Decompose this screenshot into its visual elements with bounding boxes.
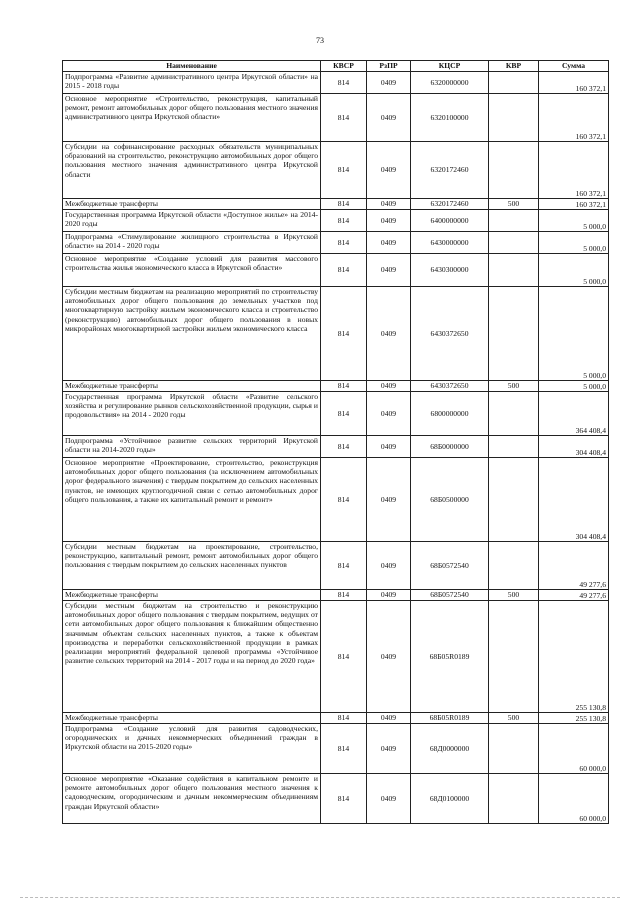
row-name-cell: Подпрограмма «Устойчивое развитие сельских территорий Иркутской области на 2014-2020 годы» <box>63 436 321 458</box>
row-rzpr-cell: 0409 <box>367 94 411 142</box>
row-rzpr-cell: 0409 <box>367 210 411 232</box>
row-kcsr-cell: 6400000000 <box>411 210 489 232</box>
row-kvsr-cell: 814 <box>321 590 367 601</box>
column-header-sum: Сумма <box>539 61 609 72</box>
row-name-cell: Основное мероприятие «Оказание содействия в капитальном ремонте и ремонте автомобильных дорог общего пользования местного значения к садоводческим, огородническим и дачным некоммерческим объединениям граждан Иркутской области» <box>63 774 321 824</box>
row-kvr-cell: 500 <box>489 381 539 392</box>
row-name-cell: Основное мероприятие «Строительство, реконструкция, капитальный ремонт, ремонт автомобильных дорог общего пользования местного значения административного центра Иркутской области» <box>63 94 321 142</box>
table-row <box>63 199 609 210</box>
row-sum-cell: 60 000,0 <box>539 724 609 774</box>
row-kvr-cell <box>489 458 539 542</box>
row-kvr-cell <box>489 142 539 199</box>
row-sum-cell: 364 408,4 <box>539 392 609 436</box>
row-name-cell: Субсидии на софинансирование расходных обязательств муниципальных образований на строительство, реконструкцию автомобильных дорог общего пользования местного значения административного центра Иркутской области <box>63 142 321 199</box>
table-row <box>63 254 609 287</box>
row-sum-cell: 255 130,8 <box>539 601 609 713</box>
row-sum-cell: 5 000,0 <box>539 210 609 232</box>
row-kvsr-cell: 814 <box>321 724 367 774</box>
table-row <box>63 210 609 232</box>
table-row <box>63 232 609 254</box>
row-sum-cell: 160 372,1 <box>539 72 609 94</box>
row-sum-cell: 160 372,1 <box>539 142 609 199</box>
row-name-cell: Основное мероприятие «Создание условий для развития массового строительства жилья экономического класса в Иркутской области» <box>63 254 321 287</box>
row-rzpr-cell: 0409 <box>367 199 411 210</box>
table-row <box>63 724 609 774</box>
row-kvr-cell <box>489 601 539 713</box>
row-kvr-cell <box>489 774 539 824</box>
row-kvsr-cell: 814 <box>321 210 367 232</box>
row-sum-cell: 49 277,6 <box>539 542 609 590</box>
row-kcsr-cell: 68Б05R0189 <box>411 713 489 724</box>
row-kvsr-cell: 814 <box>321 287 367 381</box>
scan-edge-line <box>20 897 620 899</box>
row-kcsr-cell: 6800000000 <box>411 392 489 436</box>
row-kvsr-cell: 814 <box>321 713 367 724</box>
row-rzpr-cell: 0409 <box>367 232 411 254</box>
column-header-kcsr: КЦСР <box>411 61 489 72</box>
row-rzpr-cell: 0409 <box>367 724 411 774</box>
row-sum-cell: 60 000,0 <box>539 774 609 824</box>
row-kvr-cell <box>489 94 539 142</box>
column-header-name: Наименование <box>63 61 321 72</box>
row-kvr-cell <box>489 254 539 287</box>
row-rzpr-cell: 0409 <box>367 436 411 458</box>
table-row <box>63 94 609 142</box>
row-kvsr-cell: 814 <box>321 774 367 824</box>
row-kcsr-cell: 6430300000 <box>411 254 489 287</box>
row-name-cell: Государственная программа Иркутской области «Развитие сельского хозяйства и регулирование рынков сельскохозяйственной продукции, сырья и продовольствия» на 2014 - 2020 годы <box>63 392 321 436</box>
row-kvsr-cell: 814 <box>321 392 367 436</box>
row-rzpr-cell: 0409 <box>367 72 411 94</box>
row-name-cell: Субсидии местным бюджетам на реализацию мероприятий по строительству автомобильных дорог общего пользования до земельных участков под многоквартирную застройку жильем экономического класса и строительство (реконструкцию) автомобильных дорог общего пользования в новых микрорайонах многоквартирной застройки жильем экономического класса <box>63 287 321 381</box>
table-row <box>63 392 609 436</box>
row-rzpr-cell: 0409 <box>367 542 411 590</box>
table-row <box>63 287 609 381</box>
row-rzpr-cell: 0409 <box>367 601 411 713</box>
row-kvr-cell: 500 <box>489 590 539 601</box>
row-name-cell: Подпрограмма «Стимулирование жилищного строительства в Иркутской области» на 2014 - 2020 годы <box>63 232 321 254</box>
row-sum-cell: 49 277,6 <box>539 590 609 601</box>
row-name-cell: Межбюджетные трансферты <box>63 713 321 724</box>
table-row <box>63 381 609 392</box>
row-kcsr-cell: 6430372650 <box>411 381 489 392</box>
row-rzpr-cell: 0409 <box>367 392 411 436</box>
table-row <box>63 142 609 199</box>
row-kcsr-cell: 68Д0000000 <box>411 724 489 774</box>
row-kvsr-cell: 814 <box>321 142 367 199</box>
row-rzpr-cell: 0409 <box>367 254 411 287</box>
table-row <box>63 72 609 94</box>
row-kvr-cell <box>489 232 539 254</box>
header-row <box>63 61 609 72</box>
row-kvsr-cell: 814 <box>321 232 367 254</box>
budget-table <box>62 60 609 824</box>
row-name-cell: Подпрограмма «Создание условий для развития садоводческих, огороднических и дачных некоммерческих объединений граждан в Иркутской области на 2015-2020 годы» <box>63 724 321 774</box>
row-rzpr-cell: 0409 <box>367 458 411 542</box>
row-kcsr-cell: 68Б0000000 <box>411 436 489 458</box>
row-name-cell: Межбюджетные трансферты <box>63 590 321 601</box>
row-kvr-cell <box>489 392 539 436</box>
row-sum-cell: 304 408,4 <box>539 436 609 458</box>
row-sum-cell: 160 372,1 <box>539 199 609 210</box>
row-sum-cell: 5 000,0 <box>539 254 609 287</box>
row-rzpr-cell: 0409 <box>367 774 411 824</box>
row-kvr-cell <box>489 72 539 94</box>
row-kvsr-cell: 814 <box>321 254 367 287</box>
table-row <box>63 713 609 724</box>
row-kvsr-cell: 814 <box>321 436 367 458</box>
row-kvr-cell <box>489 287 539 381</box>
row-name-cell: Межбюджетные трансферты <box>63 381 321 392</box>
row-kvsr-cell: 814 <box>321 381 367 392</box>
row-kvsr-cell: 814 <box>321 458 367 542</box>
column-header-kvr: КВР <box>489 61 539 72</box>
row-rzpr-cell: 0409 <box>367 713 411 724</box>
table-body <box>63 72 609 824</box>
row-kcsr-cell: 68Б0500000 <box>411 458 489 542</box>
row-kcsr-cell: 6320172460 <box>411 142 489 199</box>
row-kvsr-cell: 814 <box>321 199 367 210</box>
row-rzpr-cell: 0409 <box>367 590 411 601</box>
row-kvr-cell <box>489 724 539 774</box>
table-row <box>63 542 609 590</box>
row-sum-cell: 5 000,0 <box>539 232 609 254</box>
row-name-cell: Межбюджетные трансферты <box>63 199 321 210</box>
row-rzpr-cell: 0409 <box>367 381 411 392</box>
table-row <box>63 436 609 458</box>
row-kcsr-cell: 68Д0100000 <box>411 774 489 824</box>
row-name-cell: Субсидии местным бюджетам на строительство и реконструкцию автомобильных дорог общего пользования с твердым покрытием, ведущих от сети автомобильных дорог общего пользования к ближайшим общественно значимым объектам сельских населенных пунктов, а также к объектам производства и переработки сельскохозяйственной продукции в рамках реализации мероприятий федеральной целевой программы «Устойчивое развитие сельских территорий на 2014 - 2017 годы и на период до 2020 года» <box>63 601 321 713</box>
column-header-kvsr: КВСР <box>321 61 367 72</box>
row-kcsr-cell: 6320000000 <box>411 72 489 94</box>
row-sum-cell: 160 372,1 <box>539 94 609 142</box>
row-name-cell: Подпрограмма «Развитие административного центра Иркутской области» на 2015 - 2018 годы <box>63 72 321 94</box>
table-row <box>63 774 609 824</box>
row-kcsr-cell: 68Б0572540 <box>411 590 489 601</box>
row-kcsr-cell: 6320100000 <box>411 94 489 142</box>
row-kvsr-cell: 814 <box>321 542 367 590</box>
page-number: 73 <box>316 36 324 45</box>
row-rzpr-cell: 0409 <box>367 287 411 381</box>
row-kvsr-cell: 814 <box>321 601 367 713</box>
table-row <box>63 590 609 601</box>
row-kvr-cell <box>489 542 539 590</box>
row-name-cell: Субсидии местным бюджетам на проектирование, строительство, реконструкцию, капитальный ремонт, ремонт автомобильных дорог общего пользования с твердым покрытием до сельских населенных пунктов <box>63 542 321 590</box>
row-kcsr-cell: 68Б0572540 <box>411 542 489 590</box>
row-sum-cell: 255 130,8 <box>539 713 609 724</box>
row-kvr-cell: 500 <box>489 713 539 724</box>
row-kvr-cell: 500 <box>489 199 539 210</box>
row-kvr-cell <box>489 210 539 232</box>
row-kvsr-cell: 814 <box>321 94 367 142</box>
column-header-rzpr: РзПР <box>367 61 411 72</box>
row-kcsr-cell: 6320172460 <box>411 199 489 210</box>
row-kvr-cell <box>489 436 539 458</box>
row-sum-cell: 5 000,0 <box>539 287 609 381</box>
table-row <box>63 601 609 713</box>
row-kcsr-cell: 68Б05R0189 <box>411 601 489 713</box>
row-name-cell: Основное мероприятие «Проектирование, строительство, реконструкция автомобильных дорог общего пользования (за исключением автомобильных дорог федерального значения) с твердым покрытием до сельских населенных пунктов, не имеющих круглогодичной связи с сетью автомобильных дорог общего пользования, а также их капитальный ремонт и ремонт» <box>63 458 321 542</box>
row-kcsr-cell: 6430000000 <box>411 232 489 254</box>
row-kcsr-cell: 6430372650 <box>411 287 489 381</box>
row-sum-cell: 304 408,4 <box>539 458 609 542</box>
row-rzpr-cell: 0409 <box>367 142 411 199</box>
row-name-cell: Государственная программа Иркутской области «Доступное жилье» на 2014-2020 годы <box>63 210 321 232</box>
table-row <box>63 458 609 542</box>
row-kvsr-cell: 814 <box>321 72 367 94</box>
row-sum-cell: 5 000,0 <box>539 381 609 392</box>
